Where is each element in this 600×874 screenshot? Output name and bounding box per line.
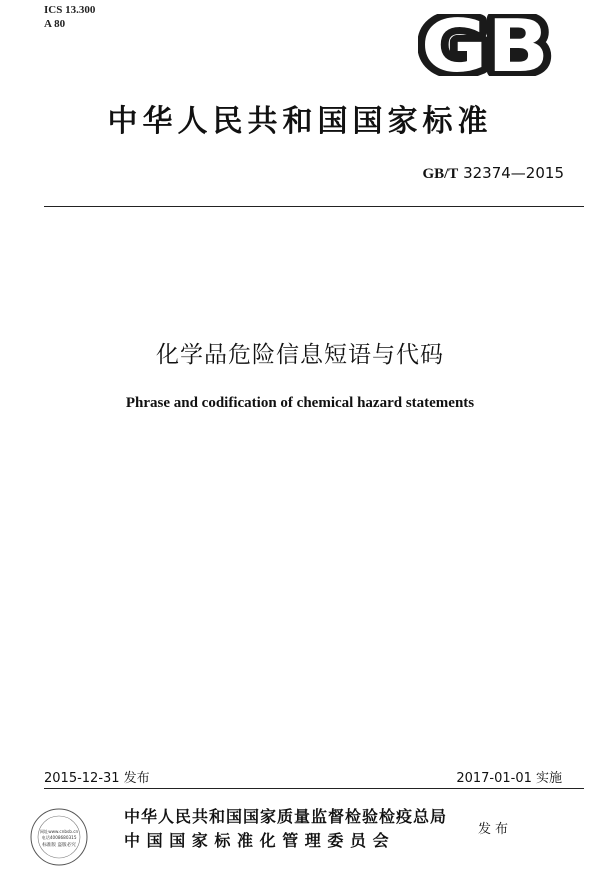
ccs-code: A 80 (44, 18, 66, 30)
bottom-divider (44, 788, 584, 789)
gb-logo (418, 14, 552, 76)
title-chinese: 化学品危险信息短语与代码 (156, 342, 444, 368)
standard-number-value: 32374—2015 (463, 164, 564, 182)
ics-code: ICS 13.300 (44, 4, 96, 16)
top-divider (44, 206, 584, 207)
classification-codes (44, 3, 95, 31)
issue-date: 2015-12-31 发布 (44, 771, 150, 786)
issuer-sac: 中国国家标准化管理委员会 (124, 831, 396, 850)
stamp-line-1: 网址www.cnbsb.cn (39, 829, 79, 834)
stamp-line-3: 标准版 盗版必究 (42, 843, 76, 848)
issuer-aqsiq: 中华人民共和国国家质量监督检验检疫总局 (124, 807, 448, 826)
standard-type-heading: 中华人民共和国国家标准 (107, 104, 493, 139)
standard-number-prefix: GB/T (422, 166, 459, 182)
seal-stamp-icon (28, 806, 90, 868)
stamp-line-2: 电话4008680315 (41, 835, 77, 840)
title-english: Phrase and codification of chemical hazard statements (125, 395, 475, 411)
gb-logo-text: GB (421, 14, 549, 76)
standard-number (422, 164, 564, 183)
implementation-date: 2017-01-01 实施 (456, 771, 562, 786)
publish-label: 发布 (478, 822, 513, 837)
